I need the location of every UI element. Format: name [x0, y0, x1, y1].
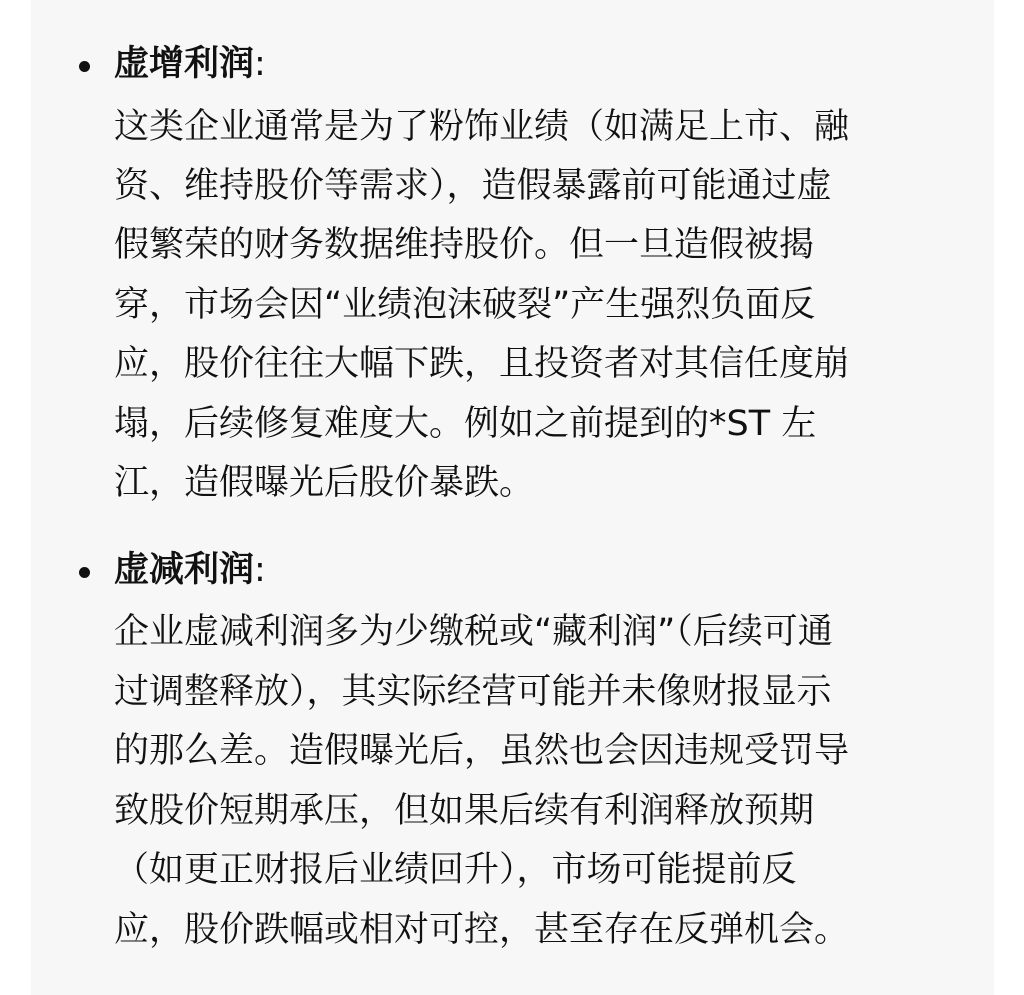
- paragraph-line: 应，股价跌幅或相对可控，甚至存在反弹机会。: [114, 910, 850, 950]
- paragraph-line: 应，股价往往大幅下跌，且投资者对其信任度崩: [114, 344, 850, 384]
- paragraph-line: 穿，市场会因“业绩泡沫破裂”产生强烈负面反: [114, 285, 816, 325]
- paragraph-line: 资、维持股价等需求），造假暴露前可能通过虚: [114, 166, 832, 206]
- item-title: 虚减利润: [114, 550, 255, 590]
- heading-colon: :: [254, 44, 266, 84]
- heading-colon: :: [254, 550, 266, 590]
- paragraph-line: 致股价短期承压，但如果后续有利润释放预期: [114, 791, 815, 831]
- item-title: 虚增利润: [114, 44, 255, 84]
- item-heading: [114, 550, 266, 590]
- paragraph-line: 江，造假曝光后股价暴跌。: [114, 463, 535, 503]
- document-page: [31, 0, 994, 995]
- bullet-point: [79, 567, 90, 578]
- paragraph-line: 塌，后续修复难度大。例如之前提到的*ST 左: [114, 404, 817, 444]
- bullet-point: [79, 61, 90, 72]
- paragraph-line: 假繁荣的财务数据维持股价。但一旦造假被揭: [114, 225, 815, 265]
- paragraph-line: （如更正财报后业绩回升），市场可能提前反: [114, 850, 797, 890]
- item-heading: [114, 44, 266, 84]
- paragraph-line: 的那么差。造假曝光后，虽然也会因违规受罚导: [114, 731, 850, 771]
- paragraph-line: 过调整释放），其实际经营可能并未像财报显示: [114, 672, 832, 712]
- paragraph-line: 这类企业通常是为了粉饰业绩（如满足上市、融: [114, 107, 850, 147]
- paragraph-line: 企业虚减利润多为少缴税或“藏利润”（后续可通: [114, 612, 833, 652]
